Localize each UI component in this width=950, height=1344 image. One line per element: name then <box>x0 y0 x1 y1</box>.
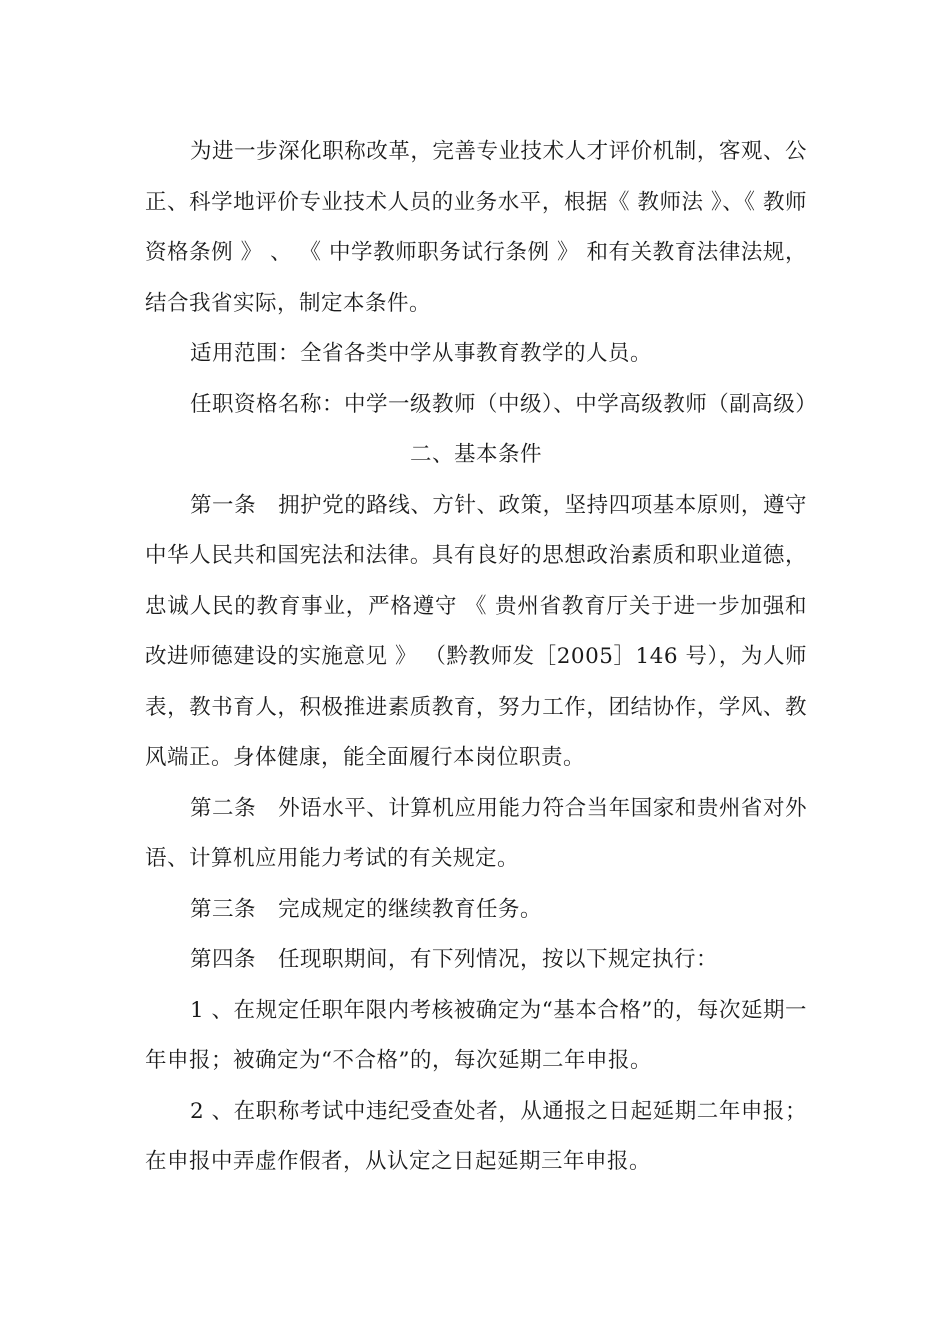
article-4-paragraph: 第四条 任现职期间，有下列情况，按以下规定执行： <box>190 947 719 972</box>
section-heading: 二、基本条件 <box>409 442 542 467</box>
intro-paragraph: 为进一步深化职称改革，完善专业技术人才评价机制，客观、公正、科学地评价专业技术人员的业务水平，根据《 教师法 》、《 教师资格条例 》 、 《 中学教师职务试行条例 》 和有关教育法律法规，结合我省实际，制定本条件。 <box>145 139 807 316</box>
document-body <box>145 127 818 1188</box>
scope-paragraph: 适用范围：全省各类中学从事教育教学的人员。 <box>190 341 653 366</box>
article-2-paragraph: 第二条 外语水平、计算机应用能力符合当年国家和贵州省对外语、计算机应用能力考试的有关规定。 <box>145 795 807 871</box>
qualification-titles-paragraph: 任职资格名称：中学一级教师（中级）、中学高级教师（副高级） <box>190 391 818 417</box>
article-3-paragraph: 第三条 完成规定的继续教育任务。 <box>190 896 543 922</box>
article-1-paragraph: 第一条 拥护党的路线、方针、政策，坚持四项基本原则，遵守中华人民共和国宪法和法律。具有良好的思想政治素质和职业道德，忠诚人民的教育事业，严格遵守 《 贵州省教育厅关于进一步加强和改进师德建设的实施意见 》 （黔教师发［2005］146 号），为人师表，教书育人，积极推进素质教育，努力工作，团结协作，学风、教风端正。身体健康，能全面履行本岗位职责。 <box>145 492 807 770</box>
article-4-item-2: 2 、在职称考试中违纪受查处者，从通报之日起延期二年申报；在申报中弄虚作假者，从认定之日起延期三年申报。 <box>145 1098 807 1174</box>
article-4-item-1: 1 、在规定任职年限内考核被确定为“基本合格”的，每次延期一年申报；被确定为“不合格”的，每次延期二年申报。 <box>145 997 807 1073</box>
